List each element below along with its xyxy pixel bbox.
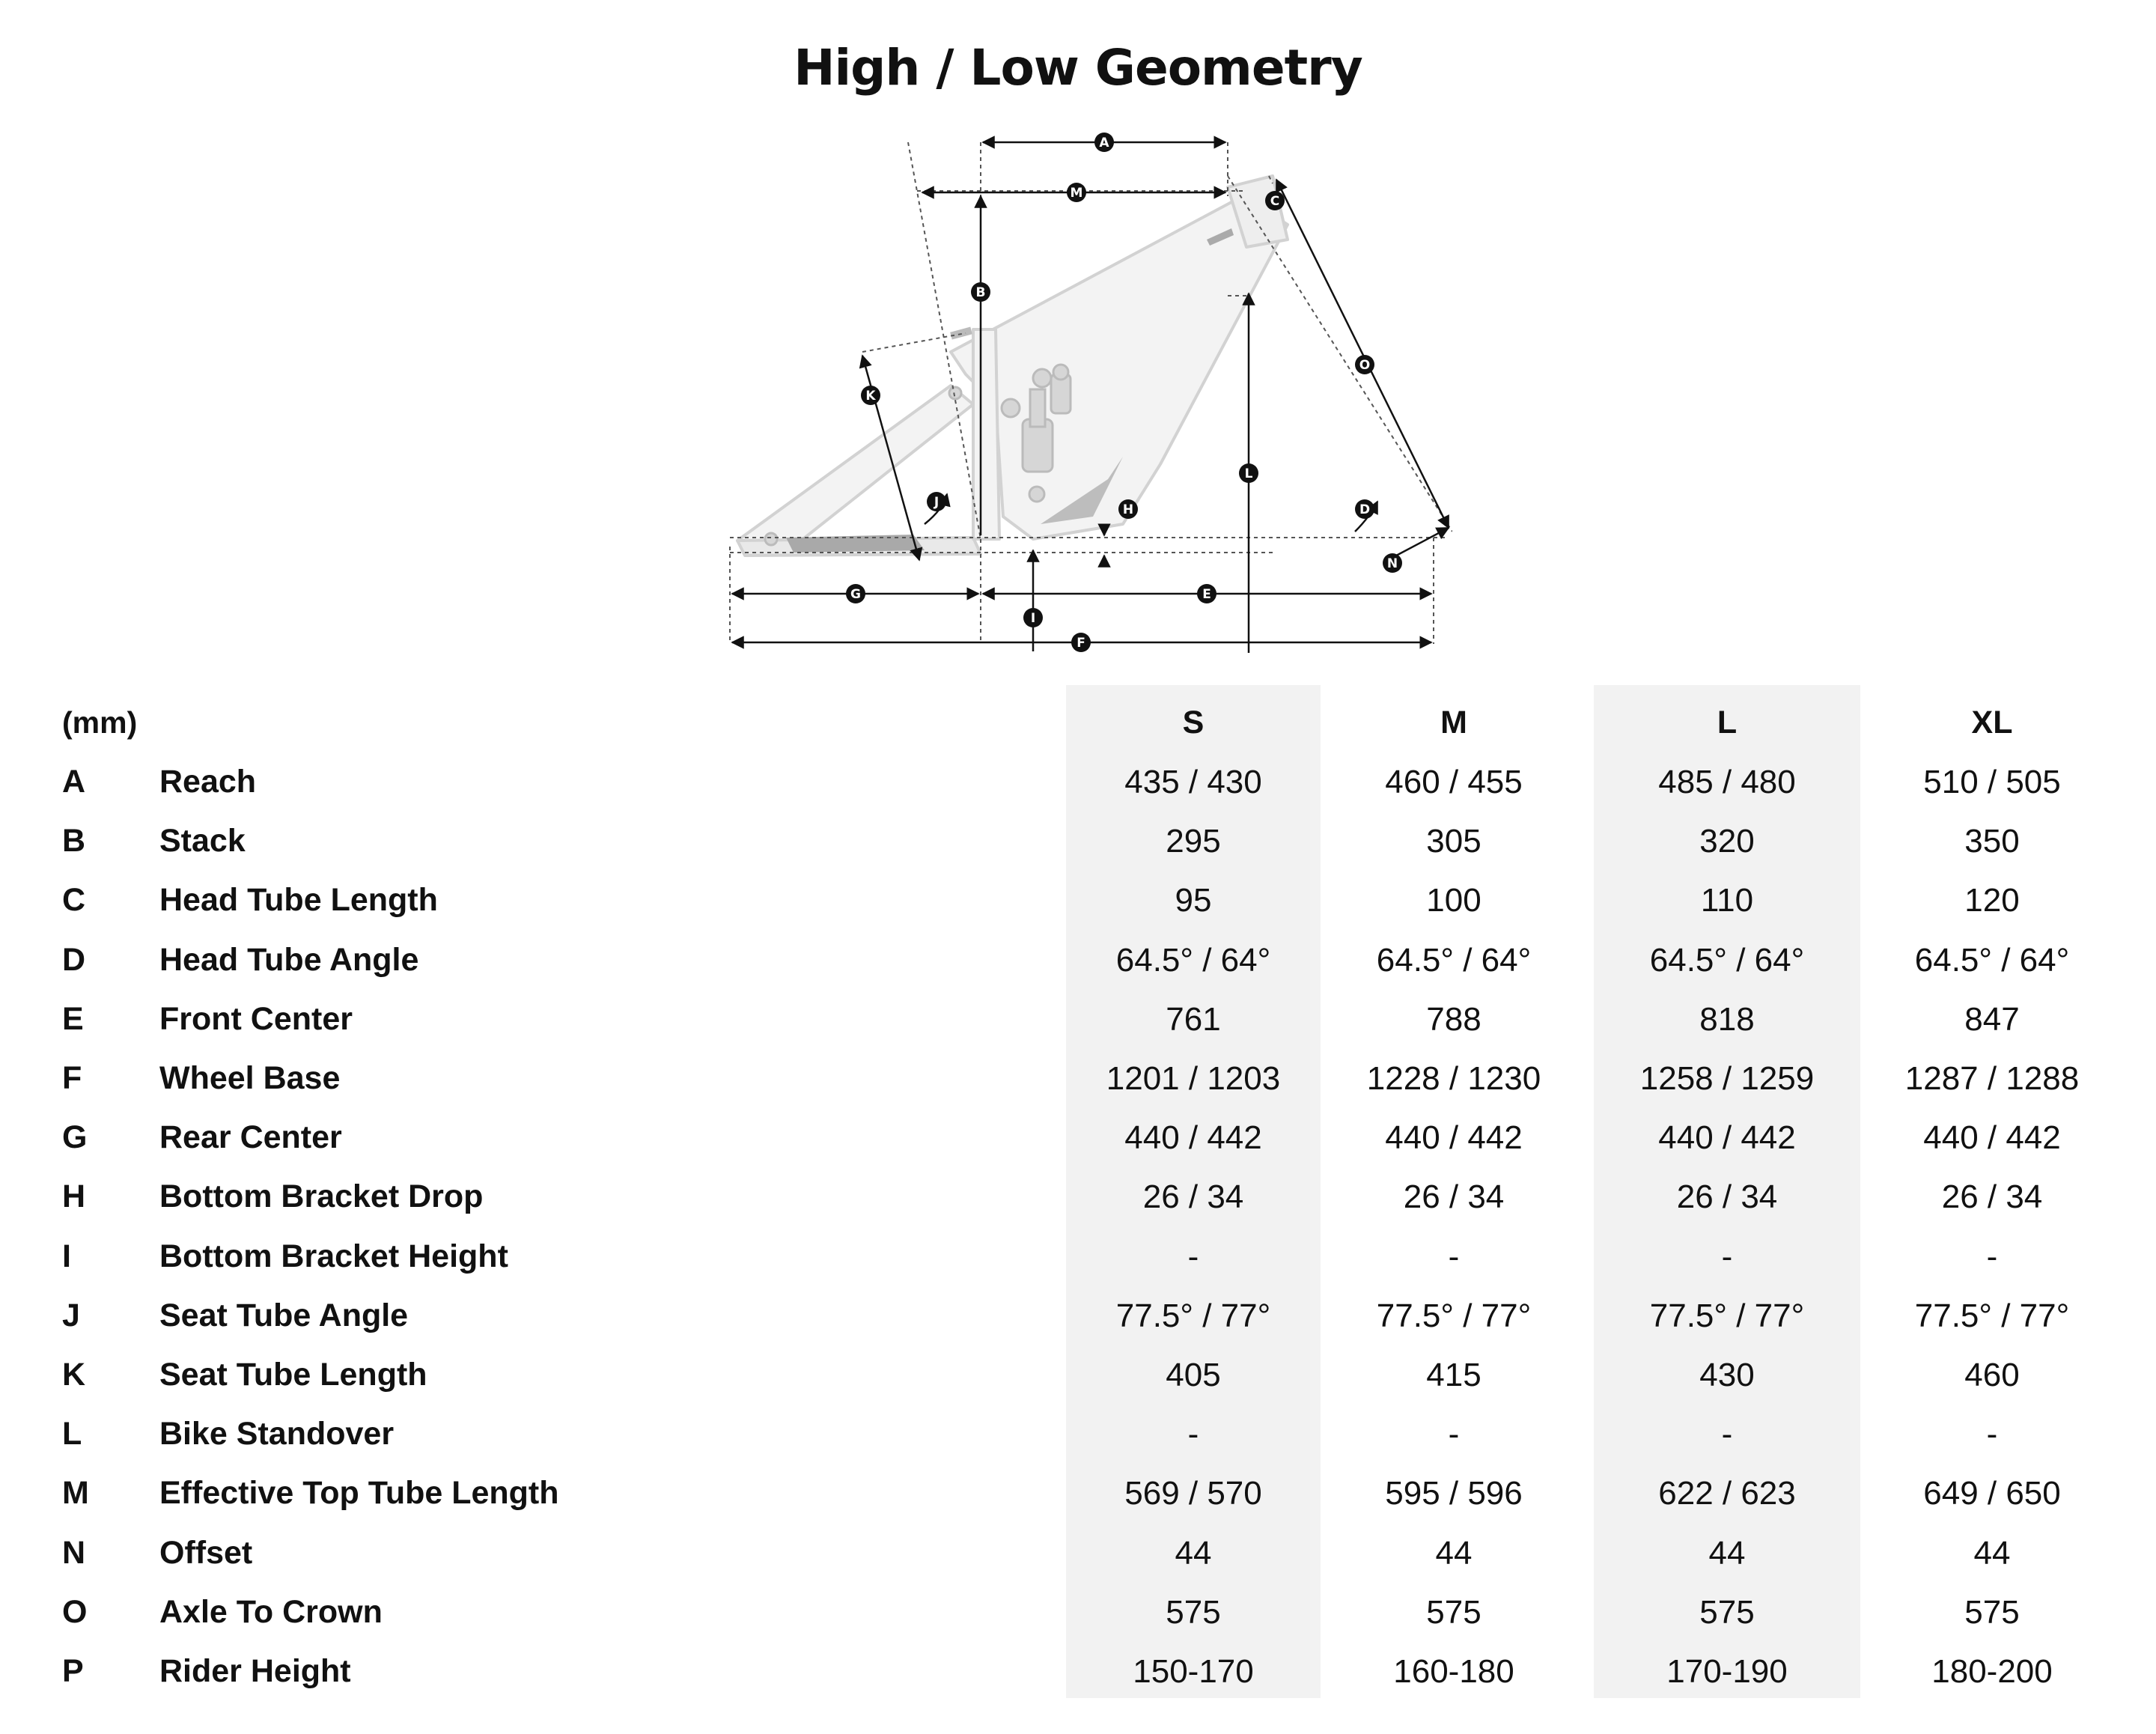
- table-row: [0, 1405, 2156, 1464]
- label-text: H: [1122, 502, 1134, 517]
- table-row: [0, 1108, 2156, 1167]
- table-row: [0, 1167, 2156, 1226]
- bike-frame: [737, 176, 1288, 556]
- row-value-l: 77.5° / 77°: [1649, 1297, 1805, 1334]
- table-row: [0, 752, 2156, 812]
- row-letter: O: [62, 1593, 88, 1630]
- label-text: G: [850, 587, 861, 602]
- row-value-l: 64.5° / 64°: [1649, 941, 1805, 979]
- label-text: A: [1099, 136, 1109, 150]
- row-value-s: 575: [1166, 1593, 1221, 1631]
- row-value-m: 440 / 442: [1385, 1119, 1523, 1157]
- row-value-s: 405: [1166, 1357, 1221, 1393]
- row-value-xl: 350: [1964, 823, 2020, 860]
- row-letter: K: [62, 1357, 86, 1393]
- table-row: [0, 1286, 2156, 1345]
- unit-label: (mm): [62, 705, 138, 740]
- row-value-m: 305: [1426, 823, 1482, 860]
- row-value-m: 77.5° / 77°: [1376, 1297, 1532, 1334]
- row-value-l: -: [1721, 1416, 1733, 1453]
- row-value-l: 575: [1699, 1593, 1755, 1631]
- table-header: [0, 693, 2156, 752]
- row-value-s: 44: [1175, 1534, 1212, 1572]
- row-value-s: 761: [1166, 1000, 1221, 1038]
- row-value-m: 575: [1426, 1593, 1482, 1631]
- row-value-l: 430: [1699, 1357, 1755, 1393]
- label-text: J: [934, 495, 940, 510]
- label-text: F: [1077, 636, 1085, 651]
- row-value-m: 26 / 34: [1403, 1178, 1505, 1216]
- row-value-xl: 77.5° / 77°: [1914, 1297, 2070, 1334]
- table-row: [0, 1583, 2156, 1642]
- row-value-m: 460 / 455: [1385, 764, 1523, 800]
- row-value-xl: 180-200: [1931, 1653, 2053, 1690]
- row-value-s: 77.5° / 77°: [1115, 1297, 1271, 1334]
- row-value-l: 622 / 623: [1658, 1475, 1796, 1512]
- row-letter: N: [62, 1534, 86, 1571]
- label-text: B: [975, 285, 986, 300]
- row-value-m: -: [1448, 1416, 1460, 1453]
- label-text: M: [1070, 186, 1083, 201]
- row-value-xl: -: [1986, 1238, 1998, 1275]
- table-row: [0, 1049, 2156, 1108]
- row-value-s: 95: [1175, 882, 1212, 919]
- table-row: [0, 1464, 2156, 1523]
- row-value-m: 160-180: [1393, 1653, 1514, 1690]
- row-letter: L: [62, 1416, 82, 1452]
- label-text: O: [1359, 358, 1371, 373]
- row-label: Stack: [159, 823, 246, 860]
- row-value-s: 569 / 570: [1124, 1475, 1262, 1512]
- row-value-s: 1201 / 1203: [1106, 1060, 1281, 1097]
- row-value-xl: 1287 / 1288: [1904, 1060, 2080, 1097]
- size-header-l: L: [1717, 705, 1738, 740]
- row-label: Axle To Crown: [159, 1593, 383, 1630]
- row-label: Seat Tube Angle: [159, 1297, 409, 1333]
- row-label: Rear Center: [159, 1119, 342, 1156]
- geometry-diagram: [719, 127, 1452, 666]
- row-label: Head Tube Angle: [159, 941, 419, 978]
- row-value-l: 440 / 442: [1658, 1119, 1796, 1157]
- row-value-xl: 460: [1964, 1357, 2020, 1393]
- label-text: E: [1202, 587, 1211, 602]
- row-value-s: 435 / 430: [1124, 764, 1262, 800]
- row-value-m: 788: [1426, 1000, 1482, 1038]
- row-letter: B: [62, 823, 86, 860]
- row-value-s: 440 / 442: [1124, 1119, 1262, 1157]
- row-value-l: -: [1721, 1238, 1733, 1275]
- label-text: N: [1386, 556, 1398, 571]
- size-header-xl: XL: [1971, 705, 2013, 740]
- row-letter: M: [62, 1475, 89, 1512]
- row-value-xl: -: [1986, 1416, 1998, 1453]
- row-value-m: 595 / 596: [1385, 1475, 1523, 1512]
- row-label: Effective Top Tube Length: [159, 1475, 559, 1512]
- table-row: [0, 871, 2156, 930]
- row-letter: P: [62, 1653, 84, 1689]
- row-label: Offset: [159, 1534, 253, 1571]
- size-header-s: S: [1182, 705, 1205, 740]
- row-value-m: -: [1448, 1238, 1460, 1275]
- row-label: Head Tube Length: [159, 882, 438, 919]
- row-value-xl: 120: [1964, 882, 2020, 919]
- row-value-l: 170-190: [1666, 1653, 1788, 1690]
- row-letter: A: [62, 764, 86, 800]
- row-letter: H: [62, 1178, 86, 1215]
- row-letter: F: [62, 1060, 82, 1096]
- row-value-xl: 649 / 650: [1923, 1475, 2061, 1512]
- row-value-xl: 440 / 442: [1923, 1119, 2061, 1157]
- row-label: Rider Height: [159, 1653, 351, 1689]
- row-value-l: 818: [1699, 1000, 1755, 1038]
- page-title: High / Low Geometry: [794, 39, 1362, 97]
- row-value-l: 1258 / 1259: [1639, 1060, 1815, 1097]
- table-row: [0, 990, 2156, 1049]
- row-value-s: -: [1187, 1238, 1199, 1275]
- row-label: Wheel Base: [159, 1060, 341, 1096]
- row-label: Bike Standover: [159, 1416, 395, 1452]
- label-text: C: [1270, 194, 1280, 209]
- table-row: [0, 812, 2156, 871]
- row-value-l: 44: [1708, 1534, 1746, 1572]
- row-value-l: 26 / 34: [1676, 1178, 1778, 1216]
- label-text: K: [865, 389, 876, 404]
- row-value-s: 64.5° / 64°: [1115, 941, 1271, 979]
- row-letter: E: [62, 1000, 84, 1037]
- row-value-m: 1228 / 1230: [1366, 1060, 1541, 1097]
- label-text: L: [1244, 466, 1253, 481]
- table-row: [0, 1642, 2156, 1701]
- size-header-m: M: [1440, 705, 1467, 740]
- row-value-s: 295: [1166, 823, 1221, 860]
- row-label: Bottom Bracket Drop: [159, 1178, 484, 1215]
- label-text: D: [1359, 502, 1371, 517]
- row-value-xl: 847: [1964, 1000, 2020, 1038]
- row-label: Bottom Bracket Height: [159, 1238, 508, 1274]
- row-value-m: 100: [1426, 882, 1482, 919]
- row-value-xl: 510 / 505: [1923, 764, 2061, 800]
- table-row: [0, 1227, 2156, 1286]
- row-value-s: 150-170: [1133, 1653, 1254, 1690]
- row-value-l: 110: [1700, 882, 1754, 919]
- table-row: [0, 1345, 2156, 1405]
- table-row: [0, 1524, 2156, 1583]
- row-label: Reach: [159, 764, 257, 800]
- row-value-xl: 26 / 34: [1941, 1178, 2043, 1216]
- row-label: Front Center: [159, 1000, 353, 1037]
- seatpost-mark: [950, 327, 972, 340]
- row-value-l: 485 / 480: [1658, 764, 1796, 800]
- row-letter: D: [62, 941, 86, 978]
- row-value-s: -: [1187, 1416, 1199, 1453]
- row-label: Seat Tube Length: [159, 1357, 427, 1393]
- row-letter: I: [62, 1238, 71, 1274]
- row-letter: J: [62, 1297, 80, 1333]
- row-letter: G: [62, 1119, 88, 1156]
- row-value-m: 415: [1426, 1357, 1482, 1393]
- row-letter: C: [62, 882, 86, 919]
- label-text: I: [1030, 611, 1036, 626]
- row-value-xl: 575: [1964, 1593, 2020, 1631]
- row-value-l: 320: [1699, 823, 1755, 860]
- row-value-xl: 64.5° / 64°: [1914, 941, 2070, 979]
- table-row: [0, 931, 2156, 990]
- row-value-m: 44: [1435, 1534, 1473, 1572]
- row-value-xl: 44: [1973, 1534, 2011, 1572]
- row-value-m: 64.5° / 64°: [1376, 941, 1532, 979]
- row-value-s: 26 / 34: [1142, 1178, 1244, 1216]
